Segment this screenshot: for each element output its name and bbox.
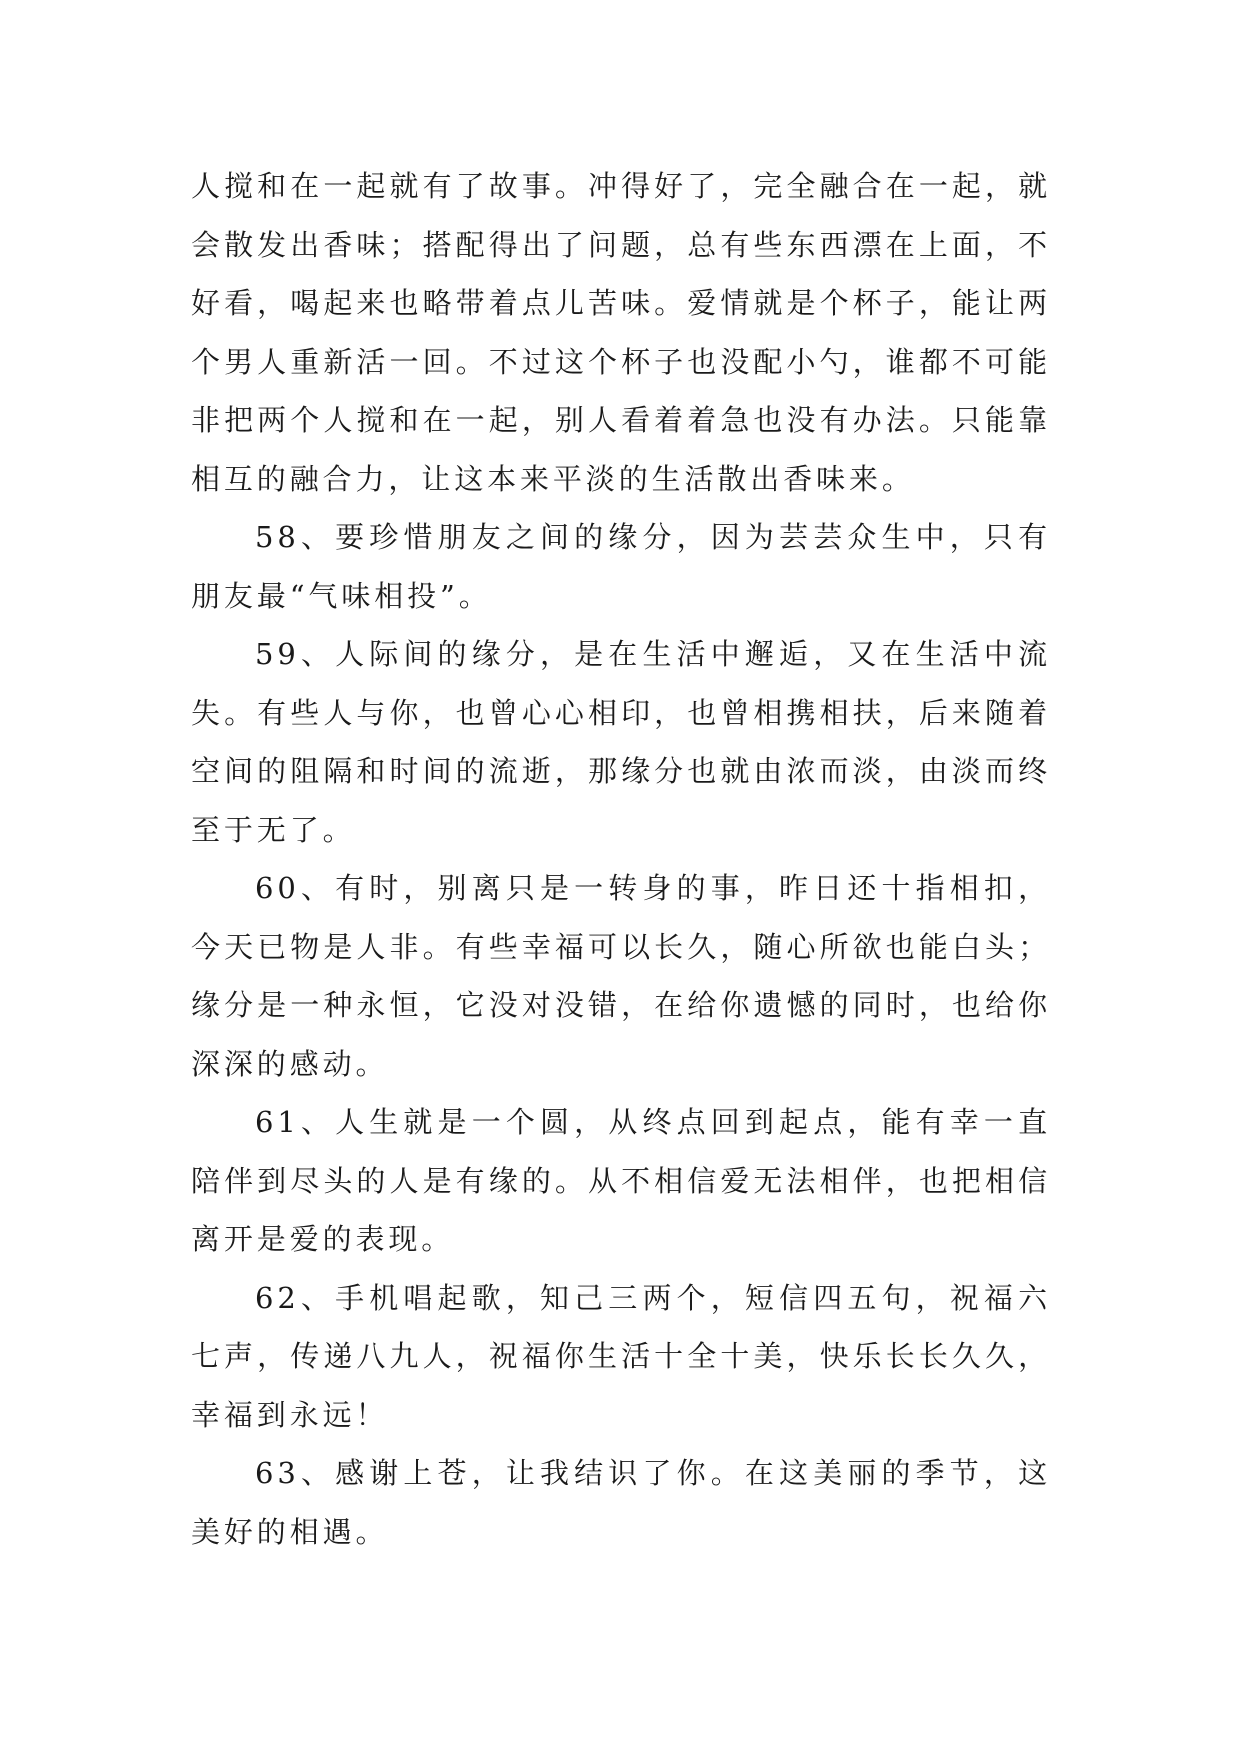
paragraph-continuation: 人搅和在一起就有了故事。冲得好了，完全融合在一起，就会散发出香味；搭配得出了问题，总有些东西漂在上面，不好看，喝起来也略带着点儿苦味。爱情就是个杯子，能让两个男人重新活一回。不过这个杯子也没配小勺，谁都不可能非把两个人搅和在一起，别人看着着急也没有办法。只能靠相互的融合力，让这本来平淡的生活散出香味来。	[191, 169, 1051, 496]
paragraph-62: 62、手机唱起歌，知己三两个，短信四五句，祝福六七声，传递八九人，祝福你生活十全十美，快乐长长久久，幸福到永远！	[191, 1280, 1051, 1432]
paragraph-63: 63、感谢上苍，让我结识了你。在这美丽的季节，这美好的相遇。	[191, 1456, 1051, 1549]
body-text	[191, 157, 1051, 1561]
paragraph-60: 60、有时，别离只是一转身的事，昨日还十指相扣，今天已物是人非。有些幸福可以长久，随心所欲也能白头；缘分是一种永恒，它没对没错，在给你遗憾的同时，也给你深深的感动。	[191, 871, 1051, 1081]
paragraph-61: 61、人生就是一个圆，从终点回到起点，能有幸一直陪伴到尽头的人是有缘的。从不相信爱无法相伴，也把相信离开是爱的表现。	[191, 1105, 1051, 1256]
paragraph-58: 58、要珍惜朋友之间的缘分，因为芸芸众生中，只有朋友最“气味相投”。	[191, 520, 1051, 613]
paragraph-59: 59、人际间的缘分，是在生活中邂逅，又在生活中流失。有些人与你，也曾心心相印，也曾相携相扶，后来随着空间的阻隔和时间的流逝，那缘分也就由浓而淡，由淡而终至于无了。	[191, 637, 1051, 847]
